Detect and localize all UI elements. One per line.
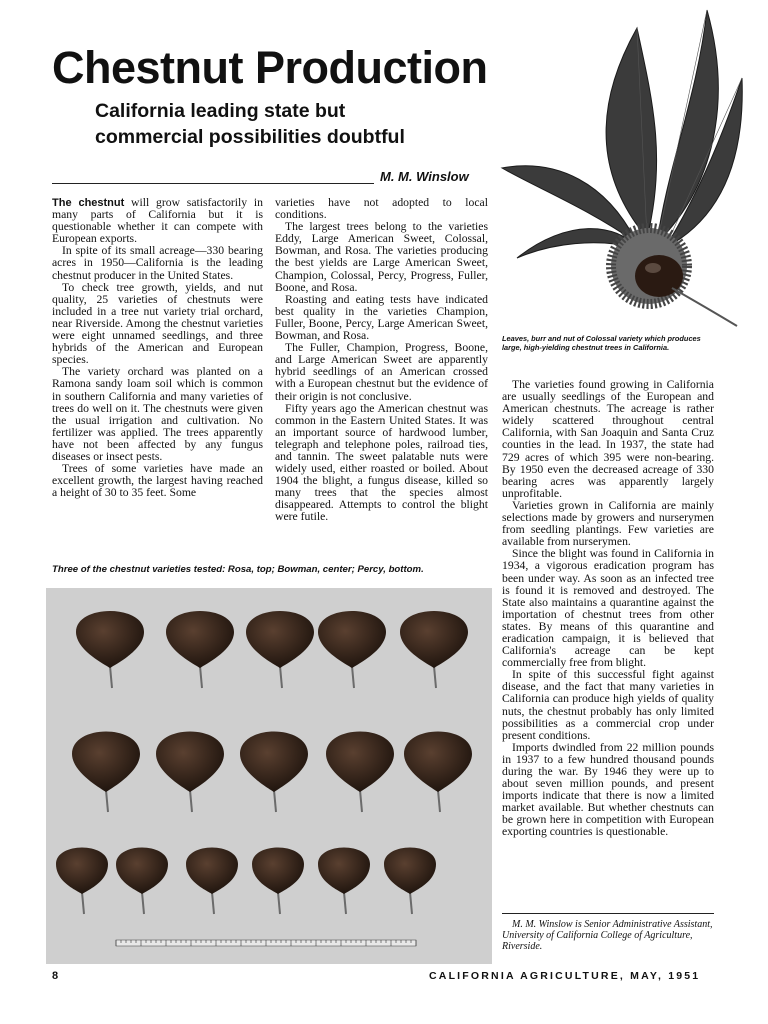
paragraph-text: will grow satisfactorily in many parts of California but it is questionable whether it can compete with European exports. [52, 196, 263, 246]
chestnut [186, 848, 238, 895]
paragraph: The variety orchard was planted on a Ramona sandy loam soil which is common in southern California and many varieties of trees do well on it. The chestnuts were given the usual irrigation and cultivation. No fertilizer was applied. The trees apparently have not been affected by any fungus diseases or insect pests. [52, 365, 263, 463]
paragraph: The varieties found growing in California are usually seedlings of the European and American chestnuts. The acreage is rather widely scattered throughout central California, with San Joaquin and Santa Cruz counties in the lead. In 1937, the state had 729 acres of which 395 were non-bearing. By 1950 even the decreased acreage of 330 bearing acres was apparently largely unprofitable. [502, 378, 714, 500]
byline-rule [52, 183, 374, 184]
chestnut [56, 848, 108, 895]
paragraph [52, 197, 263, 245]
chestnut [246, 611, 314, 668]
paragraph: varieties have not adopted to local conditions. [275, 196, 488, 222]
nut-stem [360, 790, 362, 812]
chestnut [72, 732, 140, 793]
nut-stem [82, 892, 84, 914]
footnote-rule [502, 913, 714, 914]
chestnut [166, 611, 234, 668]
nut-stem [212, 892, 214, 914]
subtitle-line-2: commercial possibilities doubtful [95, 126, 405, 148]
chestnut [76, 611, 144, 668]
measuring-ruler [116, 940, 416, 946]
chestnut-varieties-photo [46, 588, 492, 964]
nut-stem [190, 790, 192, 812]
subtitle-line-1: California leading state but [95, 100, 346, 122]
nut-stem [274, 790, 276, 812]
nut-stem [434, 666, 436, 688]
author-footnote: M. M. Winslow is Senior Administrative Assistant, University of California College of Agriculture, Riverside. [502, 919, 713, 952]
chestnut [326, 732, 394, 793]
chestnut-leaves-burr-photo [497, 8, 745, 330]
chestnut [252, 848, 304, 895]
paragraph: In spite of its small acreage—330 bearing acres in 1950—California is the leading chestnut producer in the United States. [52, 244, 263, 282]
nut-stem [106, 790, 108, 812]
nut-stem [438, 790, 440, 812]
paragraph: Roasting and eating tests have indicated best quality in the varieties Champion, Fuller, Boone, Percy, Large American Sweet, Bowman, and Rosa. [275, 292, 488, 343]
chestnut [240, 732, 308, 793]
lead-in: The chestnut [52, 197, 125, 209]
nut-stem [200, 666, 202, 688]
nut-stem [142, 892, 144, 914]
chestnut [404, 732, 472, 793]
paragraph: The largest trees belong to the varieties Eddy, Large American Sweet, Colossal, Bowman, and Rosa. The varieties producing the best yields are Large American Sweet, Champion, Colossal, Percy, Progress, Fuller, Boone, and Rosa. [275, 220, 488, 294]
nut-stem [352, 666, 354, 688]
paragraph: Trees of some varieties have made an excellent growth, the largest having reached a height of 30 to 35 feet. Some [52, 462, 263, 500]
chestnut-burr [611, 228, 687, 304]
nut-stem [344, 892, 346, 914]
paragraph: Since the blight was found in California in 1934, a vigorous eradication program has been under way. As soon as an infected tree is found it is removed and destroyed. The State also maintains a quarantine against the importation of chestnut trees from other states. By means of this quarantine and eradication campaign, it is believed that California's acreage can be kept commercially free from blight. [502, 547, 714, 670]
chestnut [400, 611, 468, 668]
paragraph: Imports dwindled from 22 million pounds in 1937 to a few hundred thousand pounds during the war. By 1946 they were up to about seven million pounds, and present imports indicate that there is now a limited market available. But whether chestnuts can be grown here in competition with European exporting countries is questionable. [502, 740, 714, 839]
chestnut [318, 611, 386, 668]
author-byline: M. M. Winslow [380, 169, 469, 184]
article-title: Chestnut Production [52, 42, 488, 93]
article-column-3 [502, 379, 714, 839]
page-number: 8 [52, 970, 59, 982]
paragraph: To check tree growth, yields, and nut quality, 25 varieties of chestnuts were included in a tree nut variety trial orchard, near Riverside. Among the chestnut varieties were eight unnamed seedlings, and three hybrids of the American and European species. [52, 280, 263, 367]
leaves-photo-caption: Leaves, burr and nut of Colossal variety which produces large, high-yielding chestnut trees in California. [502, 334, 701, 352]
nut-stem [410, 892, 412, 914]
article-column-2 [275, 197, 488, 524]
paragraph: Fifty years ago the American chestnut was common in the Eastern United States. It was an important source of hardwood lumber, telegraph and telephone poles, railroad ties, and tannin. The sweet palatable nuts were widely used, either roasted or boiled. About 1904 the blight, a fungus disease, killed so many trees that the species almost disappeared. Attempts to control the blight were futile. [275, 401, 488, 524]
paragraph: Varieties grown in California are mainly selections made by growers and nurserymen from seedling plantings. Few varieties are available from nurserymen. [502, 498, 714, 549]
article-subtitle [95, 98, 405, 150]
chestnut [384, 848, 436, 895]
chestnut [116, 848, 168, 895]
nut-stem [278, 892, 280, 914]
chestnut [156, 732, 224, 793]
nut-stem [280, 666, 282, 688]
paragraph: In spite of this successful fight against disease, and the fact that many varieties in California can produce high yields of quality nuts, the chestnut probably has only limited possibilities as a commercial crop under present conditions. [502, 668, 714, 742]
paragraph: The Fuller, Champion, Progress, Boone, and Large American Sweet are apparently hybrid seedlings of an American crossed with a European chestnut but the evidence of their origin is not conclusive. [275, 341, 488, 403]
chestnut [318, 848, 370, 895]
nut-stem [110, 666, 112, 688]
article-column-1 [52, 197, 263, 499]
nuts-photo-caption: Three of the chestnut varieties tested: Rosa, top; Bowman, center; Percy, bottom. [52, 564, 424, 575]
running-footer: CALIFORNIA AGRICULTURE, MAY, 1951 [429, 970, 701, 982]
